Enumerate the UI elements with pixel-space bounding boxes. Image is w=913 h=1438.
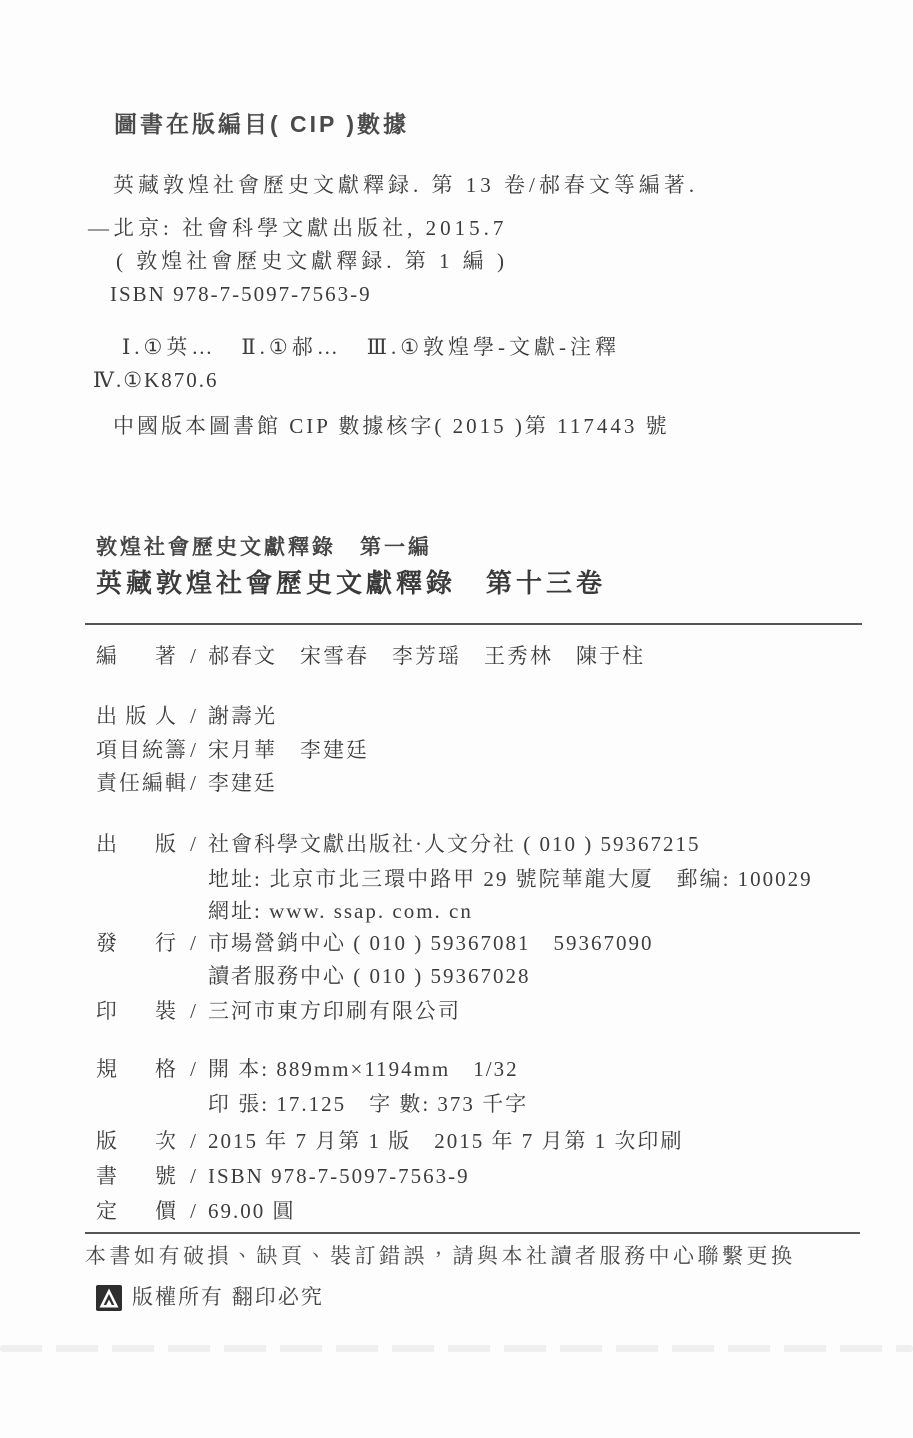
copyright-line: [96, 1285, 324, 1311]
row-value: 網址: www. ssap. com. cn: [208, 899, 473, 923]
row-label: 出版人: [96, 704, 178, 728]
row-label: 印裝: [96, 999, 178, 1023]
row-sheets-wordcount: [208, 1091, 528, 1117]
row-publisher: [96, 831, 700, 857]
row-label: 書號: [96, 1164, 178, 1188]
row-price: [96, 1198, 296, 1224]
row-label: 責任編輯: [96, 771, 188, 795]
label-value-separator: /: [190, 931, 196, 955]
label-value-separator: /: [190, 644, 196, 668]
row-value: 李建廷: [208, 771, 277, 795]
label-value-separator: /: [190, 832, 196, 856]
row-label: 版次: [96, 1129, 178, 1153]
cip-classification-2: Ⅳ.①K870.6: [93, 368, 219, 392]
row-format: [96, 1056, 519, 1082]
label-value-separator: /: [190, 1164, 196, 1188]
row-value: 郝春文 宋雪春 李芳瑶 王秀林 陳于柱: [208, 644, 645, 668]
replacement-notice: 本書如有破損、缺頁、裝訂錯誤，請與本社讀者服務中心聯繫更换: [85, 1245, 796, 1268]
label-value-separator: /: [190, 704, 196, 728]
row-publisher-person: [96, 703, 277, 729]
cip-heading: 圖書在版編目( CIP )數據: [114, 111, 410, 137]
row-label: 編著: [96, 644, 178, 668]
label-value-separator: /: [190, 1129, 196, 1153]
row-label: 定價: [96, 1199, 178, 1223]
label-value-separator: /: [190, 771, 196, 795]
row-value: 印 張: 17.125 字 數: 373 千字: [208, 1092, 529, 1116]
cip-record-number: 中國版本圖書館 CIP 數據核字( 2015 )第 117443 號: [113, 414, 670, 438]
row-value: 地址: 北京市北三環中路甲 29 號院華龍大厦 郵编: 100029: [208, 867, 813, 891]
row-reader-service: [208, 963, 531, 989]
cip-imprint: —北京: 社會科學文獻出版社, 2015.7: [88, 216, 508, 240]
label-value-separator: /: [190, 1199, 196, 1223]
row-distribution: [96, 930, 654, 956]
series-title: 敦煌社會歷史文獻釋錄 第一編: [96, 536, 432, 559]
row-publisher-address: [208, 866, 813, 892]
row-edition: [96, 1128, 684, 1154]
row-value: 社會科學文獻出版社·人文分社 ( 010 ) 59367215: [208, 832, 701, 856]
row-value: 69.00 圓: [208, 1199, 296, 1223]
row-editors: [96, 643, 645, 669]
label-value-separator: /: [190, 738, 196, 762]
row-value: 市場營銷中心 ( 010 ) 59367081 59367090: [208, 931, 654, 955]
cip-title-statement: 英藏敦煌社會歷史文獻釋録. 第 13 卷/郝春文等編著.: [113, 173, 699, 197]
row-label: 發行: [96, 931, 178, 955]
row-label: 規格: [96, 1057, 178, 1081]
row-value: ISBN 978-7-5097-7563-9: [208, 1164, 470, 1188]
row-isbn: [96, 1163, 470, 1189]
row-value: 謝壽光: [208, 704, 277, 728]
row-publisher-website: [208, 898, 473, 924]
label-value-separator: /: [190, 1057, 196, 1081]
row-label: 項目統籌: [96, 738, 188, 762]
book-title: 英藏敦煌社會歷史文獻釋錄 第十三卷: [96, 568, 607, 598]
cip-isbn: ISBN 978-7-5097-7563-9: [110, 282, 372, 306]
row-value: 讀者服務中心 ( 010 ) 59367028: [208, 964, 531, 988]
row-project-coordinators: [96, 737, 369, 763]
divider-top: [85, 623, 862, 625]
row-value: 開 本: 889mm×1194mm 1/32: [208, 1057, 519, 1081]
row-value: 2015 年 7 月第 1 版 2015 年 7 月第 1 次印刷: [208, 1129, 684, 1153]
ssap-publisher-logo-icon: [96, 1285, 122, 1311]
row-responsible-editor: [96, 770, 277, 796]
row-label: 出版: [96, 832, 178, 856]
row-printing: [96, 998, 461, 1024]
divider-bottom: [85, 1232, 860, 1234]
label-value-separator: /: [190, 999, 196, 1023]
cip-classification-1: Ⅰ.①英… Ⅱ.①郝… Ⅲ.①敦煌學-文獻-注釋: [122, 335, 621, 359]
row-value: 宋月華 李建廷: [208, 738, 369, 762]
cip-series-statement: ( 敦煌社會歷史文獻釋録. 第 1 編 ): [116, 249, 508, 273]
scan-perforation-line: [0, 1345, 913, 1352]
copyright-text: 版權所有 翻印必究: [132, 1286, 324, 1309]
row-value: 三河市東方印刷有限公司: [208, 999, 461, 1023]
